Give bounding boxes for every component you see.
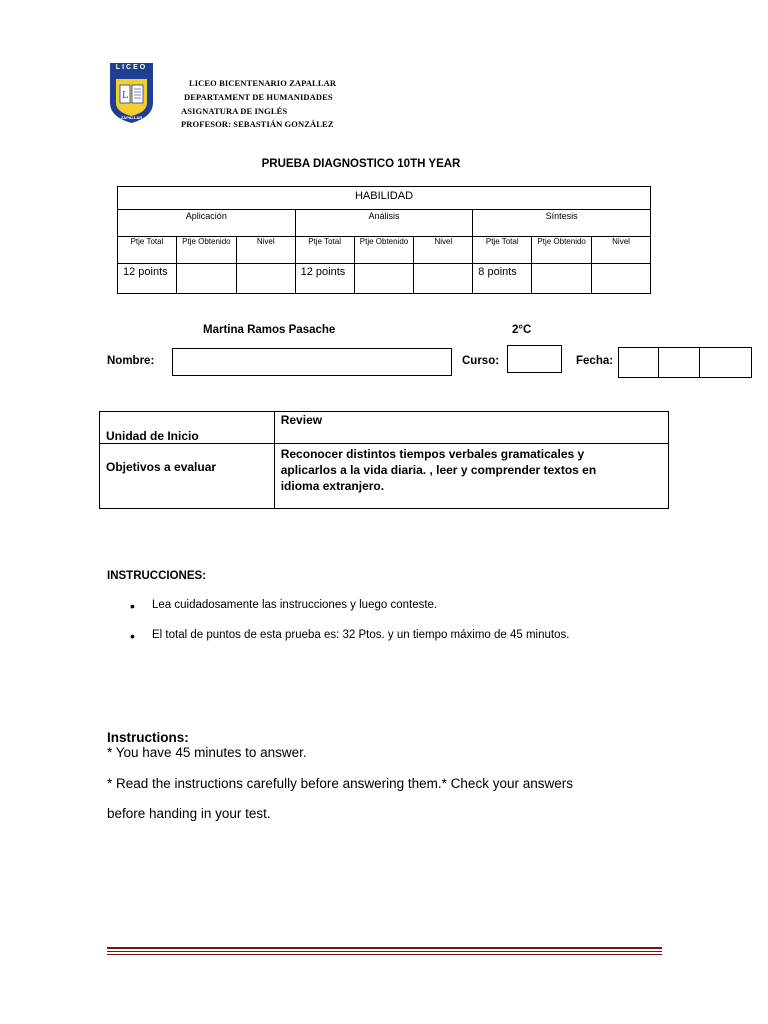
aplicacion-total: 12 points xyxy=(118,264,177,294)
student-name-value: Martina Ramos Pasache xyxy=(203,324,336,336)
nombre-field[interactable] xyxy=(172,348,452,376)
habilidad-table xyxy=(117,186,651,294)
instruccion-item: • El total de puntos de esta prueba es: 32 Ptos. y un tiempo máximo de 45 minutos. xyxy=(107,629,727,641)
header-subject: ASIGNATURA DE INGLÉS xyxy=(181,106,288,116)
header-school: LICEO BICENTENARIO ZAPALLAR xyxy=(189,78,337,88)
col-nivel: Nivel xyxy=(236,237,295,264)
footer-rule xyxy=(107,947,662,949)
fecha-label: Fecha: xyxy=(576,355,614,367)
objectives-table xyxy=(99,411,669,509)
curso-label: Curso: xyxy=(462,355,500,367)
col-ptje-obtenido: Ptje Obtenido xyxy=(354,237,414,264)
footer-rule-thin xyxy=(107,951,662,952)
fecha-field-day[interactable] xyxy=(618,347,659,378)
school-logo xyxy=(106,59,157,125)
col-nivel: Nivel xyxy=(414,237,473,264)
objetivos-value: Reconocer distintos tiempos verbales gramaticales y aplicarlos a la vida diaria. , leer y comprender textos en idioma extranjero. xyxy=(274,444,668,509)
page-title: PRUEBA DIAGNOSTICO 10TH YEAR xyxy=(261,158,461,170)
svg-text:L: L xyxy=(122,91,128,101)
logo-text-bottom: ZAPALLAR xyxy=(120,115,143,120)
sintesis-total: 8 points xyxy=(473,264,532,294)
instructions-en-line2: * Read the instructions carefully before answering them.* Check your answers xyxy=(107,776,573,791)
aplicacion-obtenido[interactable] xyxy=(176,264,236,294)
col-nivel: Nivel xyxy=(592,237,651,264)
logo-text-top: LICEO xyxy=(115,64,148,71)
aplicacion-nivel[interactable] xyxy=(236,264,295,294)
unidad-label: Unidad de Inicio xyxy=(100,412,275,444)
objetivos-label: Objetivos a evaluar xyxy=(100,444,275,509)
footer-rule-bottom xyxy=(107,954,662,955)
col-ptje-obtenido: Ptje Obtenido xyxy=(532,237,592,264)
col-ptje-total: Ptje Total xyxy=(295,237,354,264)
instructions-en-heading: Instructions: xyxy=(107,730,189,745)
instructions-en-line1: * You have 45 minutes to answer. xyxy=(107,745,307,760)
sintesis-obtenido[interactable] xyxy=(532,264,592,294)
group-aplicacion: Aplicación xyxy=(118,210,296,237)
group-sintesis: Síntesis xyxy=(473,210,651,237)
fecha-field-year[interactable] xyxy=(699,347,752,378)
analisis-obtenido[interactable] xyxy=(354,264,414,294)
instruccion-item: • Lea cuidadosamente las instrucciones y luego conteste. xyxy=(107,599,727,629)
header-teacher: PROFESOR: SEBASTIÁN GONZÁLEZ xyxy=(181,119,334,129)
unidad-value: Review xyxy=(274,412,668,444)
instructions-en-line3: before handing in your test. xyxy=(107,806,271,821)
analisis-total: 12 points xyxy=(295,264,354,294)
group-analisis: Análisis xyxy=(295,210,473,237)
header-department: DEPARTAMENT DE HUMANIDADES xyxy=(184,92,333,102)
sintesis-nivel[interactable] xyxy=(592,264,651,294)
nombre-label: Nombre: xyxy=(107,355,155,367)
analisis-nivel[interactable] xyxy=(414,264,473,294)
instrucciones-heading: INSTRUCCIONES: xyxy=(107,570,207,582)
fecha-field-month[interactable] xyxy=(658,347,700,378)
col-ptje-total: Ptje Total xyxy=(118,237,177,264)
student-course-value: 2°C xyxy=(512,324,532,336)
habilidad-heading: HABILIDAD xyxy=(118,187,651,210)
curso-field[interactable] xyxy=(507,345,562,373)
instrucciones-list xyxy=(107,599,727,641)
col-ptje-obtenido: Ptje Obtenido xyxy=(176,237,236,264)
col-ptje-total: Ptje Total xyxy=(473,237,532,264)
